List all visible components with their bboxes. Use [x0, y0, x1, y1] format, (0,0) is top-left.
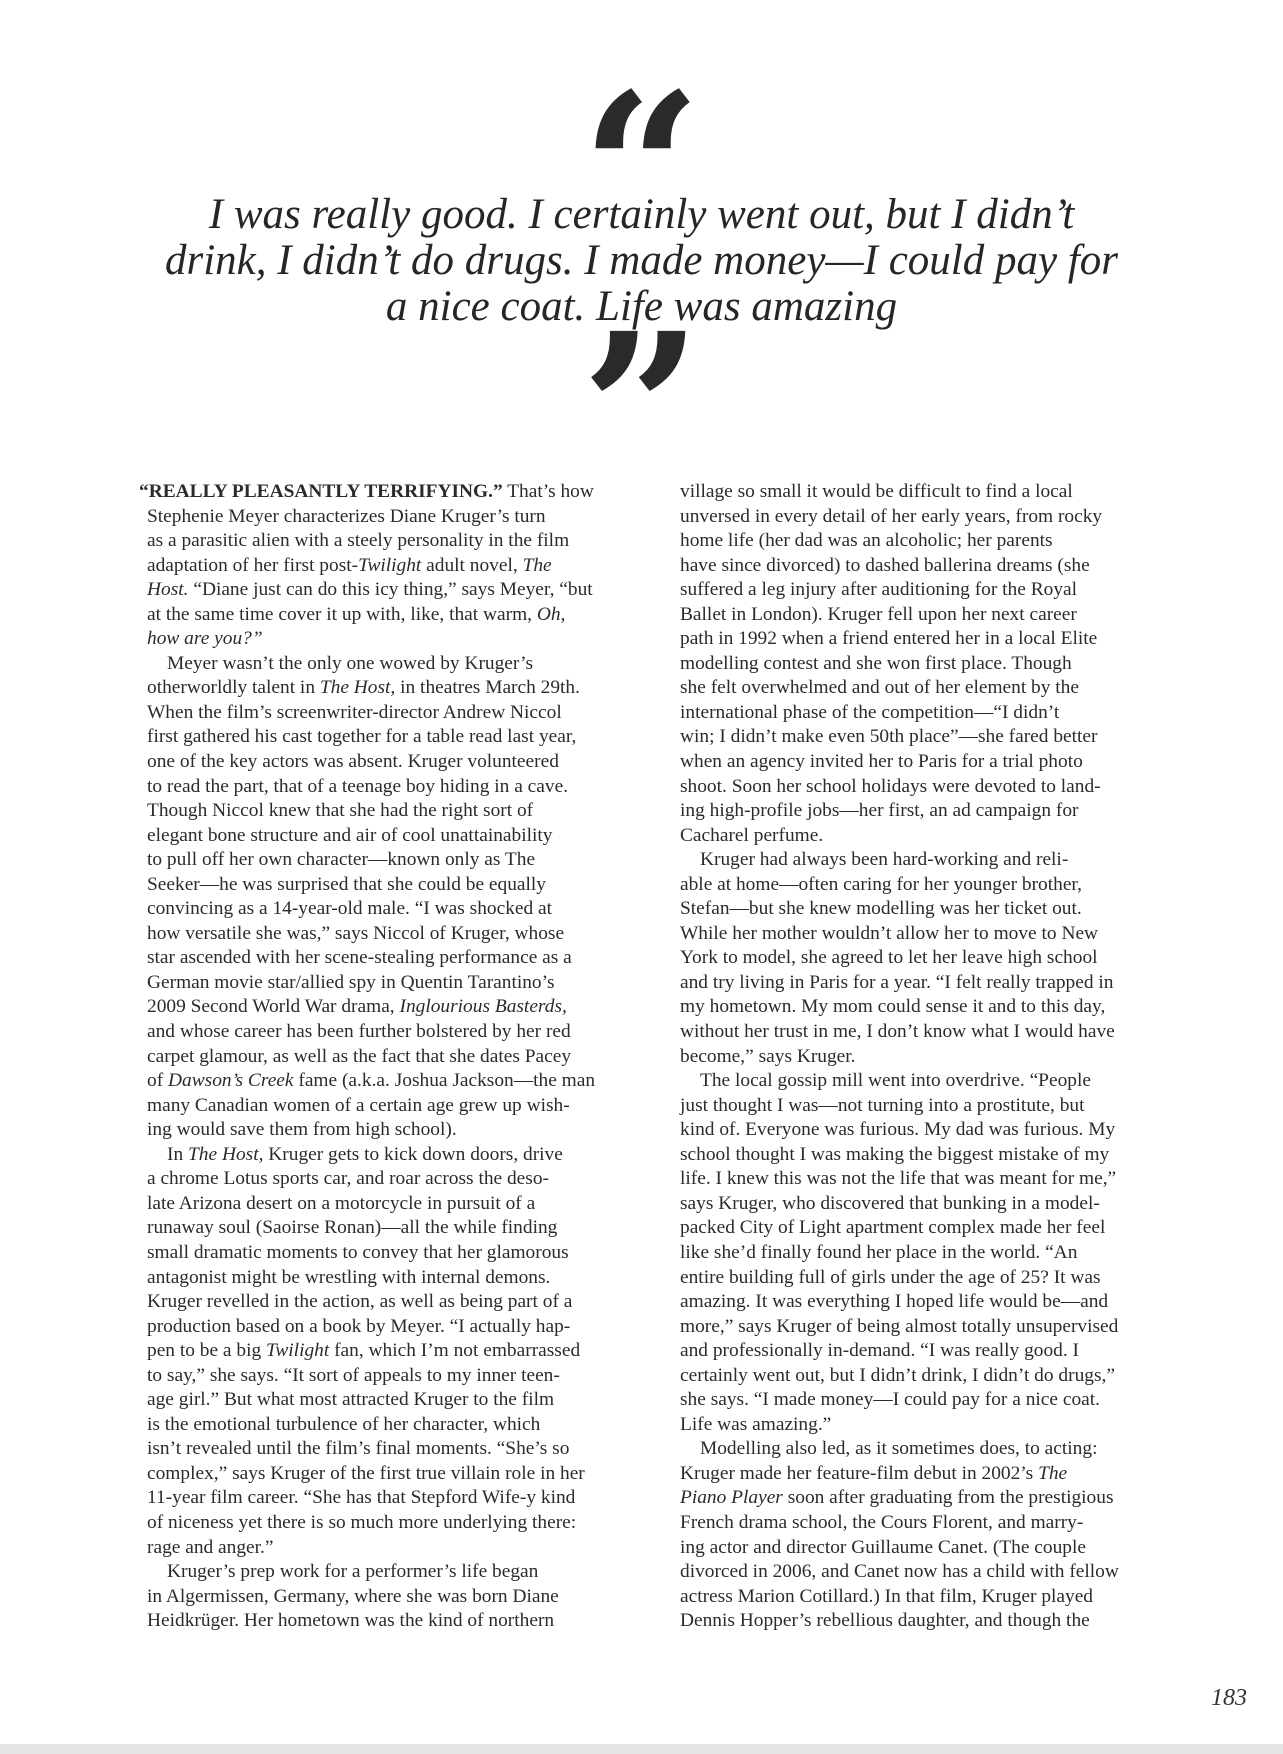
text-line — [147, 873, 672, 898]
body-text: While her mother wouldn’t allow her to move to New — [680, 922, 1099, 944]
text-line — [680, 922, 1205, 947]
page-edge — [0, 1744, 1283, 1754]
body-text: star ascended with her scene-stealing performance as a — [147, 947, 572, 969]
body-text: just thought I was—not turning into a prostitute, but — [680, 1094, 1085, 1116]
body-text: soon after graduating from the prestigious — [782, 1487, 1114, 1509]
italic-text: Twilight — [266, 1340, 330, 1362]
body-text: elegant bone structure and air of cool unattainability — [147, 824, 553, 846]
text-line — [147, 775, 672, 800]
body-text: In — [167, 1143, 189, 1165]
text-line — [147, 676, 672, 701]
text-line — [147, 971, 672, 996]
text-line — [680, 1339, 1205, 1364]
body-text: entire building full of girls under the age of 25? It was — [680, 1266, 1101, 1288]
text-line — [147, 750, 672, 775]
body-text: of niceness yet there is so much more underlying there: — [147, 1511, 577, 1533]
body-text: school thought I was making the biggest mistake of my — [680, 1143, 1110, 1165]
body-text: adult novel, — [421, 554, 523, 576]
text-line — [680, 873, 1205, 898]
body-text: Cacharel perfume. — [680, 824, 824, 846]
text-line — [680, 1315, 1205, 1340]
text-line — [147, 995, 672, 1020]
body-text: Kruger made her feature-film debut in 2002’s — [680, 1462, 1039, 1484]
text-line — [147, 946, 672, 971]
pull-quote-line: a nice coat. Life was amazing — [385, 283, 898, 330]
text-line — [680, 1462, 1205, 1487]
text-line — [680, 701, 1205, 726]
text-line — [147, 1167, 672, 1192]
pull-quote-line: I was really good. I certainly went out, but I didn’t — [208, 191, 1075, 238]
text-line — [147, 1241, 672, 1266]
text-line — [680, 1560, 1205, 1585]
body-text: win; I didn’t make even 50th place”—she fared better — [680, 726, 1098, 748]
text-line — [147, 1266, 672, 1291]
text-line — [147, 1216, 672, 1241]
text-line — [147, 529, 672, 554]
body-text: small dramatic moments to convey that her glamorous — [147, 1241, 569, 1263]
text-line — [147, 799, 672, 824]
text-line — [147, 627, 672, 652]
body-text: antagonist might be wrestling with internal demons. — [147, 1266, 551, 1288]
text-line — [680, 1167, 1205, 1192]
text-line — [147, 824, 672, 849]
text-line — [147, 1339, 672, 1364]
article-column-right — [680, 480, 1205, 1634]
body-text: French drama school, the Cours Florent, and marry- — [680, 1511, 1084, 1533]
body-text: ing actor and director Guillaume Canet. (The couple — [680, 1536, 1086, 1558]
text-line — [680, 824, 1205, 849]
body-text: Stefan—but she knew modelling was her ticket out. — [680, 898, 1082, 920]
body-text: “Diane just can do this icy thing,” says Meyer, “but — [188, 579, 593, 601]
body-text: convincing as a 14-year-old male. “I was shocked at — [147, 898, 553, 920]
body-text: 2009 Second World War drama, — [147, 996, 400, 1018]
text-line — [680, 1241, 1205, 1266]
text-line — [680, 627, 1205, 652]
text-line — [680, 554, 1205, 579]
body-text: ing high-profile jobs—her first, an ad campaign for — [680, 800, 1079, 822]
text-line — [680, 848, 1205, 873]
body-text: have since divorced) to dashed ballerina dreams (she — [680, 554, 1090, 576]
text-line — [680, 775, 1205, 800]
text-line — [680, 1511, 1205, 1536]
body-text: Though Niccol knew that she had the right sort of — [147, 800, 534, 822]
body-text: and try living in Paris for a year. “I felt really trapped in — [680, 971, 1114, 993]
text-line — [147, 578, 672, 603]
italic-text: The — [522, 554, 552, 576]
body-text: to read the part, that of a teenage boy hiding in a cave. — [147, 775, 569, 797]
body-text: isn’t revealed until the film’s final moments. “She’s so — [147, 1438, 570, 1460]
body-text: and whose career has been further bolstered by her red — [147, 1021, 571, 1043]
open-quote-mark: “ — [581, 47, 702, 294]
article-column-left — [139, 480, 672, 1634]
italic-text: Inglourious Basterds, — [399, 996, 567, 1018]
body-text: York to model, she agreed to let her leave high school — [680, 947, 1098, 969]
text-line — [680, 529, 1205, 554]
italic-text: The — [1038, 1462, 1068, 1484]
body-text: fame (a.k.a. Joshua Jackson—the man — [293, 1070, 596, 1092]
text-line — [680, 971, 1205, 996]
text-line — [680, 1045, 1205, 1070]
body-text: like she’d finally found her place in the world. “An — [680, 1241, 1078, 1263]
body-text: actress Marion Cotillard.) In that film, Kruger played — [680, 1585, 1094, 1607]
body-text: packed City of Light apartment complex made her feel — [680, 1217, 1106, 1239]
body-text: carpet glamour, as well as the fact that she dates Pacey — [147, 1045, 572, 1067]
body-text: Kruger revelled in the action, as well as being part of a — [147, 1291, 573, 1313]
body-text: certainly went out, but I didn’t drink, I didn’t do drugs,” — [680, 1364, 1115, 1386]
text-line — [680, 505, 1205, 530]
body-text: able at home—often caring for her younger brother, — [680, 873, 1082, 895]
text-line — [680, 1266, 1205, 1291]
body-text: she says. “I made money—I could pay for a nice coat. — [680, 1389, 1100, 1411]
text-line — [680, 603, 1205, 628]
body-text: my hometown. My mom could sense it and to this day, — [680, 996, 1106, 1018]
text-line — [147, 1315, 672, 1340]
italic-text: Twilight — [358, 554, 422, 576]
body-text: many Canadian women of a certain age grew up wish- — [147, 1094, 570, 1116]
text-line — [680, 1536, 1205, 1561]
body-text: of — [147, 1070, 169, 1092]
body-text: runaway soul (Saoirse Ronan)—all the while finding — [147, 1217, 558, 1239]
body-text: Kruger’s prep work for a performer’s life began — [167, 1561, 539, 1583]
text-line — [147, 1560, 672, 1585]
text-line — [147, 603, 672, 628]
body-text: at the same time cover it up with, like, that warm, — [147, 603, 537, 625]
body-text: late Arizona desert on a motorcycle in pursuit of a — [147, 1192, 536, 1214]
text-line — [680, 995, 1205, 1020]
body-text: suffered a leg injury after auditioning for the Royal — [680, 579, 1078, 601]
body-text: village so small it would be difficult to find a local — [680, 481, 1073, 502]
text-line — [680, 676, 1205, 701]
body-text: to pull off her own character—known only as The — [147, 849, 536, 871]
text-line — [147, 1045, 672, 1070]
body-text: a chrome Lotus sports car, and roar across the deso- — [147, 1168, 549, 1190]
body-text: international phase of the competition—“I didn’t — [680, 701, 1060, 723]
body-text: first gathered his cast together for a table read last year, — [147, 726, 577, 748]
text-line — [147, 1020, 672, 1045]
body-text: in Algermissen, Germany, where she was born Diane — [147, 1585, 559, 1607]
body-text: age girl.” But what most attracted Kruger to the film — [147, 1389, 555, 1411]
body-text: otherworldly talent in — [147, 677, 320, 699]
body-text: The local gossip mill went into overdrive. “People — [700, 1070, 1091, 1092]
text-line — [147, 725, 672, 750]
text-line — [147, 554, 672, 579]
text-line — [147, 652, 672, 677]
body-text: Kruger had always been hard-working and reli- — [700, 849, 1069, 871]
body-text: home life (her dad was an alcoholic; her parents — [680, 530, 1053, 552]
text-line — [680, 1118, 1205, 1143]
body-text: Modelling also led, as it sometimes does, to acting: — [700, 1438, 1098, 1460]
body-text: Seeker—he was surprised that she could be equally — [147, 873, 547, 895]
text-line — [147, 1536, 672, 1561]
body-text: Dennis Hopper’s rebellious daughter, and though the — [680, 1610, 1090, 1632]
body-text: unversed in every detail of her early years, from rocky — [680, 505, 1103, 527]
text-line — [680, 1413, 1205, 1438]
text-line — [147, 848, 672, 873]
text-line — [680, 578, 1205, 603]
text-line — [680, 750, 1205, 775]
body-text: is the emotional turbulence of her character, which — [147, 1413, 541, 1435]
italic-text: Host. — [147, 579, 189, 601]
text-line — [680, 799, 1205, 824]
text-line — [680, 1486, 1205, 1511]
body-text: and professionally in-demand. “I was really good. I — [680, 1340, 1080, 1362]
pull-quote-line: drink, I didn’t do drugs. I made money—I could pay for — [164, 237, 1119, 284]
text-line — [147, 897, 672, 922]
text-line — [147, 1069, 672, 1094]
body-text: ing would save them from high school). — [147, 1119, 457, 1141]
body-text: more,” says Kruger of being almost totally unsupervised — [680, 1315, 1119, 1337]
body-text: become,” says Kruger. — [680, 1045, 856, 1067]
text-line — [139, 480, 672, 505]
italic-text: The Host, — [319, 677, 396, 699]
body-text: modelling contest and she won first place. Though — [680, 652, 1072, 674]
lead-in: “REALLY PLEASANTLY TERRIFYING.” — [139, 481, 503, 502]
text-line — [147, 1290, 672, 1315]
text-line — [147, 1364, 672, 1389]
body-text: she felt overwhelmed and out of her element by the — [680, 677, 1079, 699]
text-line — [147, 1462, 672, 1487]
body-text: rage and anger.” — [147, 1536, 274, 1558]
text-line — [680, 1609, 1205, 1634]
close-quote-mark: ” — [581, 287, 702, 534]
text-line — [680, 1020, 1205, 1045]
text-line — [147, 1585, 672, 1610]
body-text: shoot. Soon her school holidays were devoted to land- — [680, 775, 1101, 797]
body-text: without her trust in me, I don’t know what I would have — [680, 1021, 1115, 1043]
body-text: Kruger gets to kick down doors, drive — [263, 1143, 563, 1165]
text-line — [680, 652, 1205, 677]
page-number: 183 — [1211, 1685, 1247, 1711]
text-line — [680, 480, 1205, 505]
text-line — [680, 1216, 1205, 1241]
text-line — [147, 1413, 672, 1438]
body-text: Meyer wasn’t the only one wowed by Kruger’s — [167, 652, 534, 674]
text-line — [680, 946, 1205, 971]
body-text: to say,” she says. “It sort of appeals to my inner teen- — [147, 1364, 560, 1386]
body-text: When the film’s screenwriter-director Andrew Niccol — [147, 701, 562, 723]
text-line — [147, 1388, 672, 1413]
text-line — [680, 1585, 1205, 1610]
text-line — [680, 1388, 1205, 1413]
body-text: kind of. Everyone was furious. My dad was furious. My — [680, 1119, 1116, 1141]
text-line — [680, 725, 1205, 750]
body-text: fan, which I’m not embarrassed — [329, 1340, 581, 1362]
text-line — [147, 1486, 672, 1511]
text-line — [147, 1511, 672, 1536]
body-text: life. I knew this was not the life that was meant for me,” — [680, 1168, 1117, 1190]
text-line — [680, 897, 1205, 922]
body-text: Stephenie Meyer characterizes Diane Kruger’s turn — [147, 505, 546, 527]
italic-text: Oh, — [536, 603, 566, 625]
text-line — [680, 1290, 1205, 1315]
text-line — [147, 1609, 672, 1634]
body-text: when an agency invited her to Paris for a trial photo — [680, 751, 1083, 773]
body-text: That’s how — [502, 481, 594, 502]
body-text: Ballet in London). Kruger fell upon her next career — [680, 603, 1077, 625]
text-line — [680, 1094, 1205, 1119]
text-line — [147, 1118, 672, 1143]
text-line — [147, 1143, 672, 1168]
body-text: one of the key actors was absent. Kruger volunteered — [147, 751, 559, 773]
text-line — [680, 1192, 1205, 1217]
body-text: how versatile she was,” says Niccol of Kruger, whose — [147, 922, 565, 944]
text-line — [147, 701, 672, 726]
text-line — [680, 1364, 1205, 1389]
text-line — [680, 1437, 1205, 1462]
body-text: divorced in 2006, and Canet now has a child with fellow — [680, 1561, 1119, 1583]
body-text: 11-year film career. “She has that Stepford Wife-y kind — [147, 1487, 576, 1509]
body-text: adaptation of her first post- — [147, 554, 359, 576]
body-text: Heidkrüger. Her hometown was the kind of northern — [147, 1610, 555, 1632]
body-text: says Kruger, who discovered that bunking in a model- — [680, 1192, 1100, 1214]
body-text: amazing. It was everything I hoped life would be—and — [680, 1291, 1109, 1313]
italic-text: how are you?” — [147, 628, 263, 650]
text-line — [147, 1437, 672, 1462]
text-line — [147, 505, 672, 530]
body-text: pen to be a big — [147, 1340, 267, 1362]
italic-text: Dawson’s Creek — [168, 1070, 294, 1092]
text-line — [147, 922, 672, 947]
text-line — [680, 1069, 1205, 1094]
body-text: German movie star/allied spy in Quentin Tarantino’s — [147, 971, 555, 993]
body-text: Life was amazing.” — [680, 1413, 832, 1435]
body-text: path in 1992 when a friend entered her in a local Elite — [680, 628, 1098, 650]
italic-text: The Host, — [188, 1143, 264, 1165]
text-line — [680, 1143, 1205, 1168]
text-line — [147, 1094, 672, 1119]
body-text: in theatres March 29th. — [395, 677, 580, 699]
body-text: as a parasitic alien with a steely personality in the film — [147, 530, 570, 552]
body-text: production based on a book by Meyer. “I actually hap- — [147, 1315, 571, 1337]
body-text: complex,” says Kruger of the first true villain role in her — [147, 1462, 585, 1484]
italic-text: Piano Player — [680, 1487, 783, 1509]
text-line — [147, 1192, 672, 1217]
